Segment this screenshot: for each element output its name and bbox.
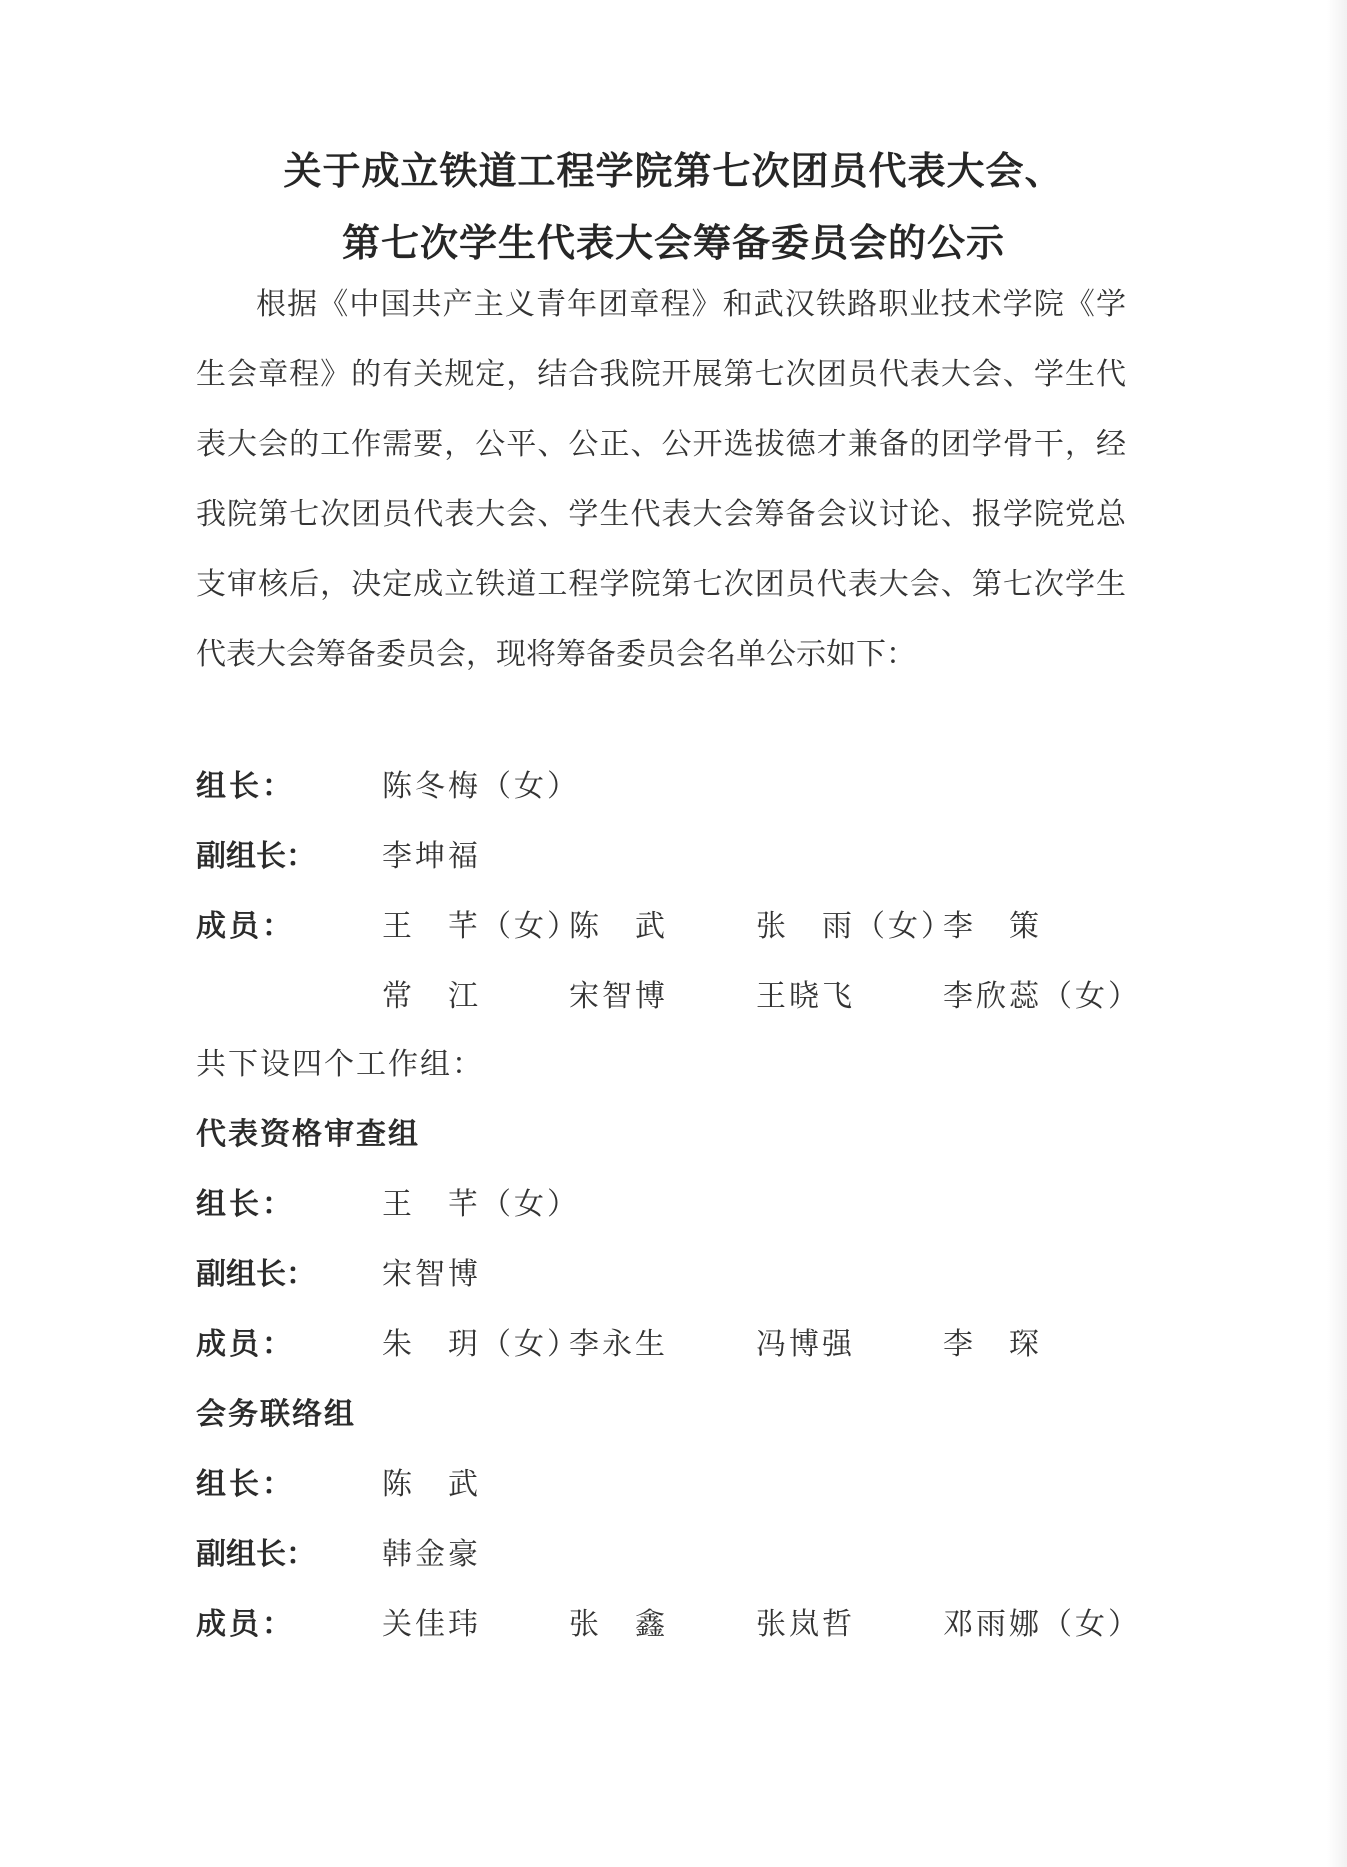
group-heading: 代表资格审查组 bbox=[196, 1117, 420, 1152]
paragraph-line: 支审核后，决定成立铁道工程学院第七次团员代表大会、第七次学生 bbox=[196, 567, 1126, 602]
person-name: 关佳玮 bbox=[382, 1607, 481, 1642]
person-name: 邓雨娜（女） bbox=[943, 1607, 1141, 1642]
person-name: 李坤福 bbox=[382, 839, 481, 874]
role-label: 成员： bbox=[196, 1607, 292, 1642]
person-name: 宋智博 bbox=[382, 1257, 481, 1292]
person-name: 李永生 bbox=[569, 1327, 668, 1362]
person-name: 陈冬梅（女） bbox=[382, 769, 580, 804]
person-name: 王晓飞 bbox=[756, 979, 855, 1014]
person-name: 李 策 bbox=[943, 909, 1042, 944]
person-name: 陈 武 bbox=[382, 1467, 481, 1502]
role-label: 成员： bbox=[196, 1327, 292, 1362]
person-name: 李欣蕊（女） bbox=[943, 979, 1141, 1014]
role-label: 副组长： bbox=[196, 839, 316, 874]
person-name: 王 芊（女） bbox=[382, 1187, 580, 1222]
paragraph-line: 我院第七次团员代表大会、学生代表大会筹备会议讨论、报学院党总 bbox=[196, 497, 1126, 532]
person-name: 陈 武 bbox=[569, 909, 668, 944]
person-name: 宋智博 bbox=[569, 979, 668, 1014]
person-name: 李 琛 bbox=[943, 1327, 1042, 1362]
person-name: 张 鑫 bbox=[569, 1607, 668, 1642]
role-label: 组长： bbox=[196, 1187, 292, 1222]
role-label: 副组长： bbox=[196, 1537, 316, 1572]
group-heading: 会务联络组 bbox=[196, 1397, 356, 1432]
person-name: 朱 玥（女） bbox=[382, 1327, 580, 1362]
role-label: 成员： bbox=[196, 909, 292, 944]
groups-intro-text: 共下设四个工作组： bbox=[196, 1047, 484, 1082]
role-label: 组长： bbox=[196, 1467, 292, 1502]
paragraph-line: 根据《中国共产主义青年团章程》和武汉铁路职业技术学院《学 bbox=[256, 287, 1126, 322]
document-title-line-2: 第七次学生代表大会筹备委员会的公示 bbox=[341, 220, 1005, 265]
paragraph-line: 代表大会筹备委员会，现将筹备委员会名单公示如下： bbox=[196, 637, 916, 672]
person-name: 张 雨（女） bbox=[756, 909, 954, 944]
page-edge-shadow bbox=[1327, 0, 1347, 1867]
person-name: 韩金豪 bbox=[382, 1537, 481, 1572]
role-label: 副组长： bbox=[196, 1257, 316, 1292]
person-name: 冯博强 bbox=[756, 1327, 855, 1362]
person-name: 张岚哲 bbox=[756, 1607, 855, 1642]
role-label: 组长： bbox=[196, 769, 292, 804]
paragraph-line: 生会章程》的有关规定，结合我院开展第七次团员代表大会、学生代 bbox=[196, 357, 1126, 392]
person-name: 王 芊（女） bbox=[382, 909, 580, 944]
document-title-line-1: 关于成立铁道工程学院第七次团员代表大会、 bbox=[283, 148, 1064, 193]
paragraph-line: 表大会的工作需要，公平、公正、公开选拔德才兼备的团学骨干，经 bbox=[196, 427, 1126, 462]
person-name: 常 江 bbox=[382, 979, 481, 1014]
